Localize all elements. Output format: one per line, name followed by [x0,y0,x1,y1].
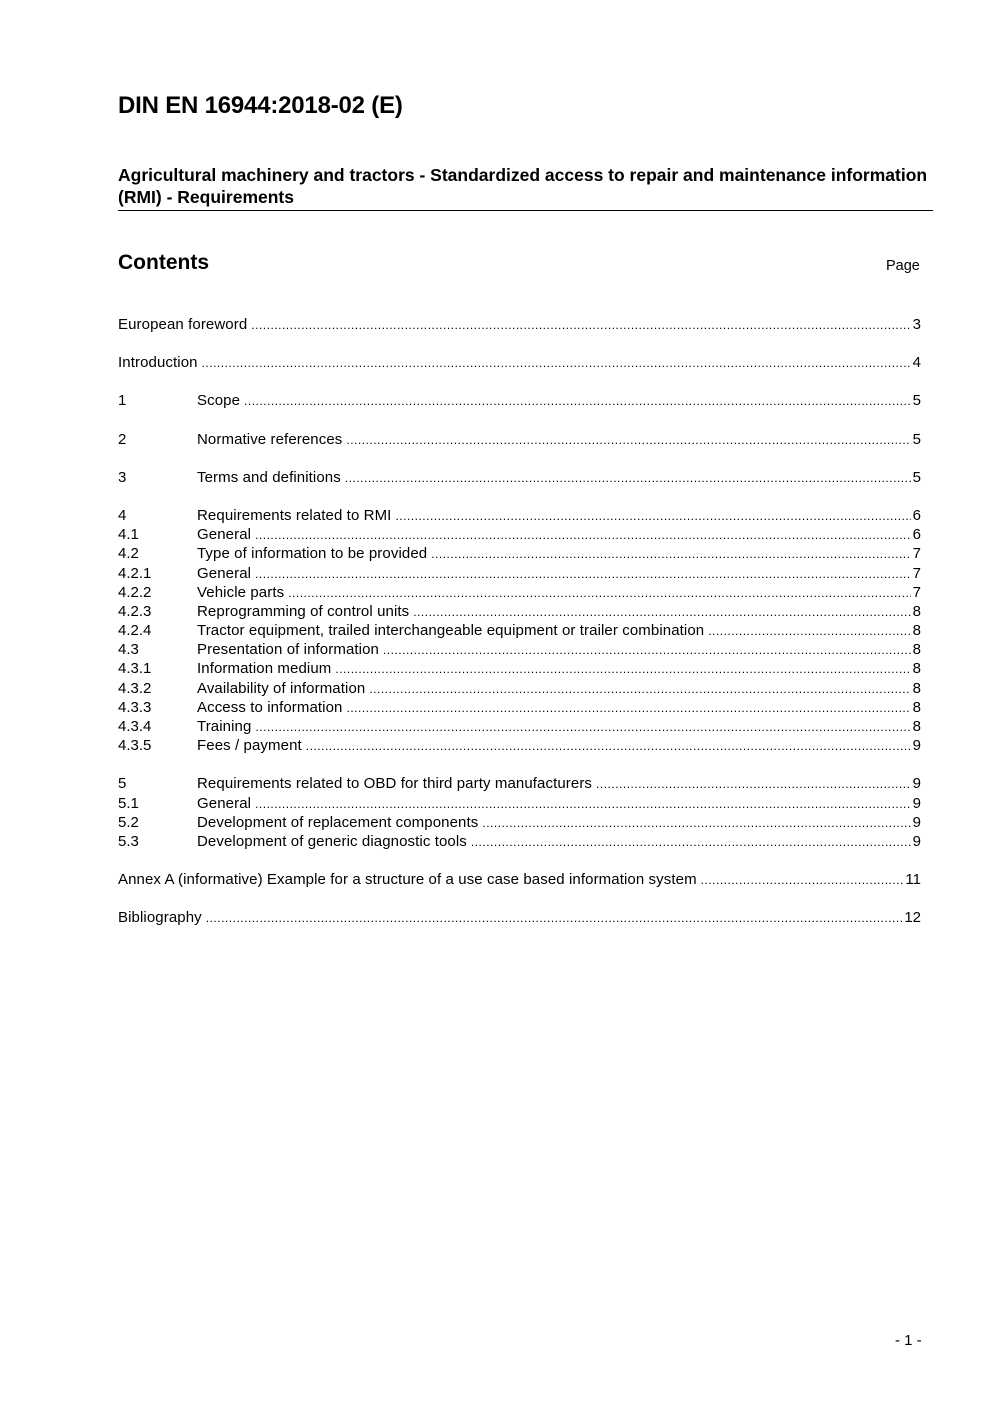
toc-entry-4-1-general[interactable] [118,525,921,544]
toc-entry-access[interactable] [118,698,921,717]
toc-entry-page: 5 [912,430,921,448]
toc-entry-title: Reprogramming of control units [197,602,410,620]
toc-group [118,908,921,927]
toc-entry-page: 6 [912,526,921,544]
toc-entry-number: 4.3.3 [118,698,152,716]
toc-entry-page: 8 [912,660,921,678]
toc-entry-introduction[interactable] [118,353,921,372]
toc-entry-title: Development of generic diagnostic tools [197,832,467,850]
toc-leader-dots [347,699,911,717]
contents-heading: Contents [118,251,209,274]
toc-entry-page: 8 [912,679,921,697]
toc-group [118,774,921,851]
toc-leader-dots [306,737,911,755]
toc-entry-number: 5.2 [118,813,139,831]
toc-entry-number: 5 [118,775,127,793]
toc-leader-dots [346,431,910,449]
toc-leader-dots [206,909,903,927]
toc-leader-dots [255,718,910,736]
toc-entry-page: 12 [904,909,921,927]
toc-leader-dots [244,392,911,410]
toc-entry-number: 4 [118,506,127,524]
toc-entry-requirements-obd[interactable] [118,774,921,793]
toc-entry-page: 8 [912,622,921,640]
toc-entry-page: 9 [912,832,921,850]
toc-leader-dots [701,871,904,889]
toc-entry-title: Requirements related to RMI [197,506,392,524]
toc-entry-type-of-information[interactable] [118,544,921,563]
toc-entry-page: 6 [912,506,921,524]
toc-entry-number: 1 [118,392,127,410]
toc-leader-dots [251,316,910,334]
toc-entry-page: 8 [912,718,921,735]
toc-entry-page: 8 [912,641,921,659]
toc-entry-page: 7 [912,583,921,601]
toc-entry-title: European foreword [118,316,248,333]
toc-entry-title: Development of replacement components [197,813,479,831]
toc-entry-number: 4.3.4 [118,718,152,735]
toc-entry-annex-a[interactable] [118,870,921,889]
toc-entry-number: 4.1 [118,526,139,544]
toc-group [118,430,921,449]
toc-entry-vehicle-parts[interactable] [118,583,921,602]
toc-leader-dots [255,795,911,813]
toc-entry-availability[interactable] [118,679,921,698]
toc-entry-page: 9 [912,794,921,812]
toc-group [118,315,921,334]
toc-entry-title: Normative references [197,430,343,448]
toc-entry-title: Fees / payment [197,737,302,755]
toc-leader-dots [482,814,910,832]
toc-leader-dots [431,545,910,563]
toc-entry-title: Annex A (informative) Example for a structure of a use case based information system [118,871,697,889]
toc-entry-normative-references[interactable] [118,430,921,449]
toc-entry-number: 4.2.2 [118,583,152,601]
toc-leader-dots [383,641,911,659]
toc-entry-title: Terms and definitions [197,468,341,486]
toc-leader-dots [255,526,911,544]
toc-entry-number: 5.3 [118,832,139,850]
toc-entry-reprogramming[interactable] [118,602,921,621]
toc-group [118,391,921,410]
document-code: DIN EN 16944:2018-02 (E) [118,92,403,119]
toc-entry-information-medium[interactable] [118,659,921,678]
toc-entry-training[interactable] [118,717,921,736]
toc-entry-number: 4.3.5 [118,737,152,755]
toc-entry-generic-diagnostic-tools[interactable] [118,832,921,851]
toc-leader-dots [708,622,910,640]
page-column-heading: Page [886,258,920,274]
toc-entry-number: 2 [118,430,127,448]
toc-entry-title: Availability of information [197,679,366,697]
toc-leader-dots [596,775,911,793]
toc-entry-scope[interactable] [118,391,921,410]
toc-entry-title: Introduction [118,354,198,372]
toc-entry-title: General [197,526,252,544]
toc-group [118,468,921,487]
toc-leader-dots [288,584,910,602]
toc-entry-title: Information medium [197,660,332,678]
toc-entry-4-2-1-general[interactable] [118,564,921,583]
toc-leader-dots [395,507,910,525]
toc-group [118,506,921,755]
toc-group [118,353,921,372]
page-number: - 1 - [895,1332,922,1349]
toc-leader-dots [335,660,910,678]
toc-entry-title: Access to information [197,698,343,716]
toc-entry-title: Requirements related to OBD for third party manufacturers [197,775,593,793]
toc-entry-title: Tractor equipment, trailed interchangeable equipment or trailer combination [197,622,705,640]
toc-leader-dots [345,469,911,487]
toc-entry-page: 7 [912,545,921,563]
toc-entry-replacement-components[interactable] [118,813,921,832]
toc-entry-title: Training [197,718,252,735]
toc-entry-number: 4.2 [118,545,139,563]
toc-entry-bibliography[interactable] [118,908,921,927]
toc-leader-dots [202,354,911,372]
toc-entry-page: 9 [912,813,921,831]
toc-entry-page: 7 [912,564,921,582]
toc-entry-number: 4.3.1 [118,660,152,678]
toc-entry-page: 8 [912,698,921,716]
toc-entry-number: 4.2.4 [118,622,152,640]
toc-entry-title: Presentation of information [197,641,379,659]
toc-entry-number: 5.1 [118,794,139,812]
toc-leader-dots [471,833,911,851]
toc-entry-title: Type of information to be provided [197,545,428,563]
toc-entry-title: Vehicle parts [197,583,285,601]
toc-entry-title: General [197,564,252,582]
toc-entry-page: 5 [912,468,921,486]
toc-entry-number: 3 [118,468,127,486]
toc-entry-presentation[interactable] [118,640,921,659]
toc-entry-title: Bibliography [118,909,202,927]
toc-entry-page: 3 [912,316,921,333]
toc-entry-title: General [197,794,252,812]
toc-entry-number: 4.2.1 [118,564,152,582]
toc-entry-fees-payment[interactable] [118,736,921,755]
toc-entry-5-1-general[interactable] [118,794,921,813]
toc-entry-page: 5 [912,392,921,410]
toc-entry-tractor-equipment[interactable] [118,621,921,640]
toc-entry-number: 4.2.3 [118,602,152,620]
toc-entry-page: 11 [905,871,921,889]
toc-entry-foreword[interactable] [118,315,921,334]
toc-entry-title: Scope [197,392,241,410]
toc-entry-page: 4 [912,354,921,372]
toc-entry-terms-definitions[interactable] [118,468,921,487]
toc-entry-number: 4.3.2 [118,679,152,697]
table-of-contents [118,315,921,947]
document-title: Agricultural machinery and tractors - Standardized access to repair and maintenance information (RMI) - Requirements [118,164,933,211]
toc-entry-page: 9 [912,737,921,755]
toc-leader-dots [369,680,910,698]
toc-entry-number: 4.3 [118,641,139,659]
toc-entry-page: 8 [912,602,921,620]
toc-leader-dots [255,565,911,583]
toc-entry-page: 9 [912,775,921,793]
toc-leader-dots [413,603,910,621]
toc-group [118,870,921,889]
toc-entry-requirements-rmi[interactable] [118,506,921,525]
